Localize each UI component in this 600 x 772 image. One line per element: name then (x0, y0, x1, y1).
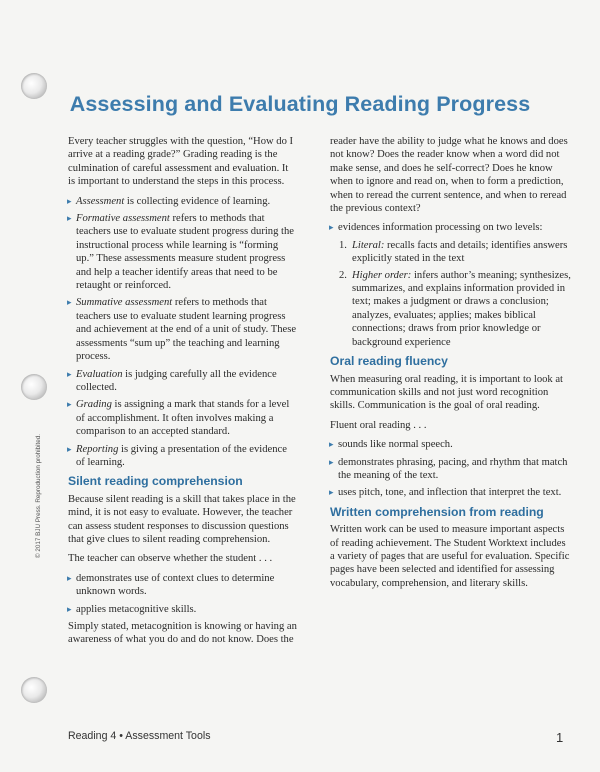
definition: infers author’s meaning; synthesizes, summarizes, and explains information provided in text; makes a judgment or draws a conclusion; analyzes, evaluates; applies; makes biblical connections; draws from prior knowledge or background experience (352, 269, 571, 348)
definition-item (68, 368, 298, 395)
list-item: ▸ demonstrates use of context clues to determine unknown words. (68, 572, 298, 599)
section-heading-written-comprehension: Written comprehension from reading (330, 504, 544, 519)
binder-hole (21, 677, 47, 703)
definition-item (68, 296, 298, 363)
item-number: 1. (339, 239, 347, 251)
page-number: 1 (556, 730, 564, 745)
term: Evaluation (76, 368, 123, 380)
term: Reporting (76, 443, 119, 455)
paragraph: The teacher can observe whether the student . . . (68, 553, 273, 565)
list-item: ▸ sounds like normal speech. (330, 438, 572, 451)
binder-hole (21, 374, 47, 400)
paragraph: reader have the ability to judge what he knows and does not know? Does the reader know when a word did not make sense, and does he self-correct? Does he know when to ignore and read on, when to form a prediction, when to reread the current sentence, and when to reread the previous context? (330, 136, 568, 215)
section-heading-silent-reading: Silent reading comprehension (68, 474, 243, 489)
list-item: ▸ demonstrates phrasing, pacing, and rhythm that match the meaning of the text. (330, 456, 572, 483)
definition-item (68, 195, 298, 208)
term: Literal: (352, 239, 385, 251)
term: Grading (76, 399, 112, 411)
paragraph: Because silent reading is a skill that takes place in the mind, it is not easy to evaluate. However, the teacher can assess student responses to discussion questions that give clues to silent reading comprehension. (68, 493, 296, 545)
paragraph: Fluent oral reading . . . (330, 419, 427, 431)
page-title: Assessing and Evaluating Reading Progress (69, 92, 531, 116)
definition: is giving a presentation of the evidence of learning. (76, 443, 287, 468)
right-column (330, 135, 572, 596)
copyright-notice: © 2017 BJU Press. Reproduction prohibited. (35, 434, 42, 558)
definition: refers to methods that teachers use to evaluate student learning progress and achievement at the end of a unit of study. These assessments “sum up” the teaching and learning process. (76, 297, 297, 363)
definition: is judging carefully all the evidence collected. (76, 368, 277, 393)
term: Formative assessment (76, 213, 170, 225)
paragraph: When measuring oral reading, it is important to look at communication skills and not just word recognition skills. Communication is the goal of oral reading. (330, 373, 564, 412)
item-number: 2. (339, 269, 347, 281)
footer-text: Reading 4 • Assessment Tools (68, 730, 211, 742)
definition: recalls facts and details; identifies answers explicitly stated in the text (352, 239, 568, 265)
definition: refers to methods that teachers use to evaluate student progress during the instructional process while learning is “forming up.” These assessments measure student progress and help a teacher identify areas that need to be retaught or reinforced. (76, 213, 294, 292)
numbered-item (330, 269, 572, 349)
definition: is assigning a mark that stands for a level of accomplishment. It often involves making a comparison to an accepted standard. (76, 399, 290, 438)
list-item: ▸ uses pitch, tone, and inflection that interpret the text. (330, 486, 572, 499)
paragraph: Simply stated, metacognition is knowing or having an awareness of what you do and do not know. Does the (68, 621, 297, 646)
list-item: ▸ evidences information processing on two levels: (330, 221, 572, 234)
definition-item (68, 443, 298, 470)
intro-paragraph: Every teacher struggles with the question, “How do I arrive at a reading grade?” Grading reading is the culmination of careful assessment and evaluation. It is important to understand the steps in this process. (68, 136, 294, 188)
term: Assessment (76, 195, 125, 207)
numbered-item (330, 239, 572, 266)
paragraph: Written work can be used to measure important aspects of reading achievement. The Student Worktext includes a variety of pages that are useful for evaluation. Specific pages have been selected and identified for assessing vocabulary, comprehension, and literary skills. (330, 524, 570, 589)
section-heading-oral-reading: Oral reading fluency (330, 354, 448, 369)
term: Summative assessment (76, 297, 173, 309)
list-item: ▸ applies metacognitive skills. (68, 603, 298, 616)
definition-item (68, 398, 298, 438)
definition: is collecting evidence of learning. (124, 195, 271, 207)
left-column (68, 135, 298, 653)
definition-item (68, 212, 298, 292)
term: Higher order: (352, 269, 412, 281)
